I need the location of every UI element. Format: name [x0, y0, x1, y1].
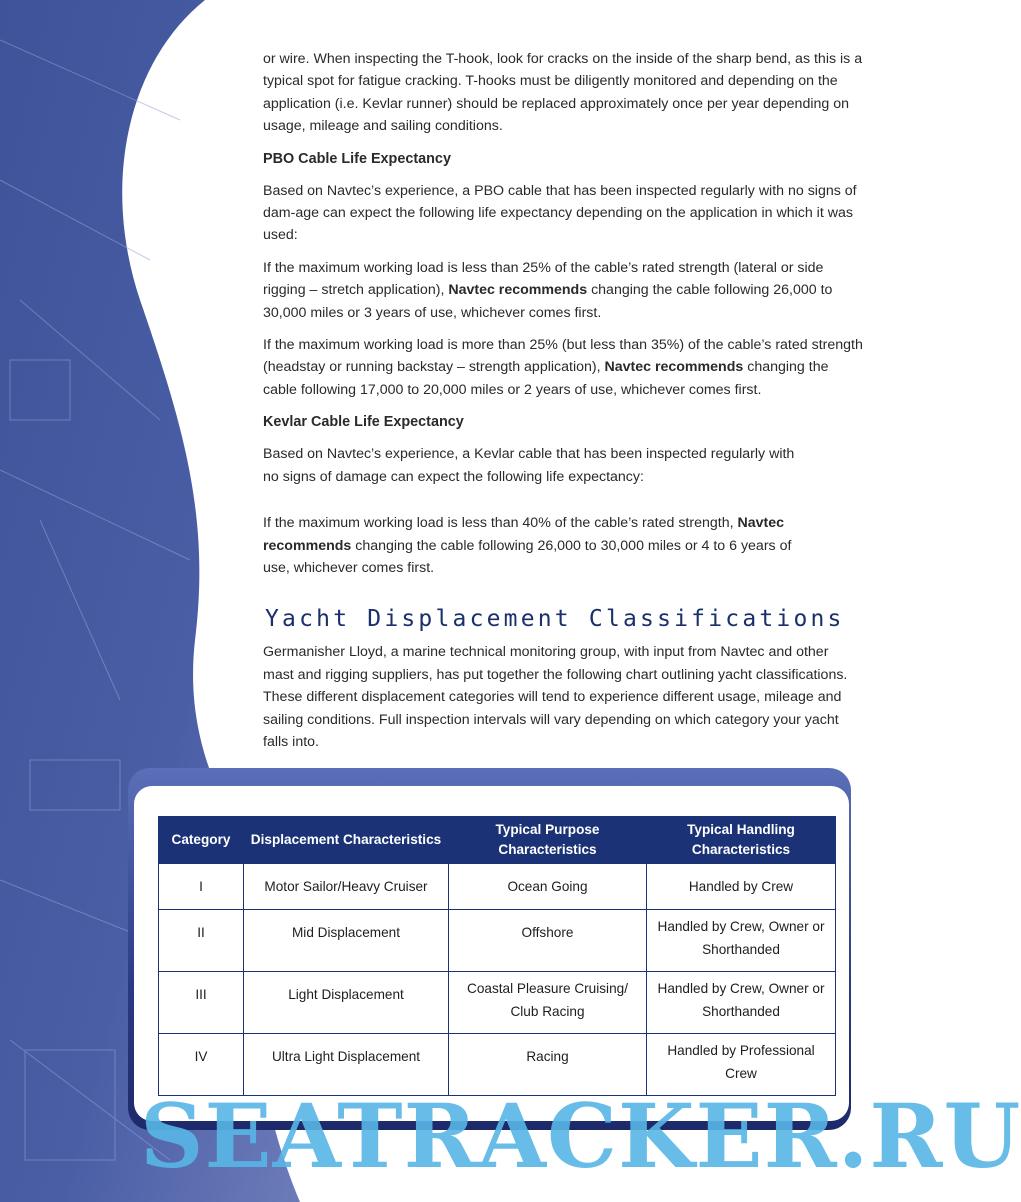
kevlar-heading: Kevlar Cable Life Expectancy: [263, 414, 464, 431]
cell-category: II: [159, 910, 244, 972]
cell-handling: Handled by Crew, Owner or Shorthanded: [647, 972, 836, 1034]
cell-handling: Handled by Crew, Owner or Shorthanded: [647, 910, 836, 972]
pbo-paragraph-1: Based on Navtec’s experience, a PBO cable that has been inspected regularly with no signs of dam-age can expect the following life expectancy depending on the application in which it was used:: [263, 182, 857, 244]
classification-panel-inner: [134, 786, 849, 1121]
table-row: [159, 910, 836, 972]
table-row: [159, 972, 836, 1034]
article-body: [263, 48, 863, 763]
classification-panel: [128, 768, 851, 1130]
header-displacement: Displacement Characteristics: [244, 817, 449, 864]
cell-category: I: [159, 864, 244, 910]
header-handling: Typical Handling Characteristics: [647, 817, 836, 864]
table-row: [159, 864, 836, 910]
pbo-paragraph-2: If the maximum working load is less than 25% of the cable’s rated strength (lateral or side rigging – stretch application), Navtec recommends changing the cable following 26,000 to 30,000 miles or 3 years of use, whichever comes first.: [263, 259, 833, 321]
cell-displacement: Ultra Light Displacement: [244, 1034, 449, 1096]
header-purpose: Typical Purpose Characteristics: [449, 817, 647, 864]
cell-purpose: Offshore: [449, 910, 647, 972]
cell-purpose: Racing: [449, 1034, 647, 1096]
table-header-row: [159, 817, 836, 864]
cell-handling: Handled by Crew: [647, 864, 836, 910]
section-title: Yacht Displacement Classifications: [265, 606, 845, 633]
pbo-heading: PBO Cable Life Expectancy: [263, 150, 451, 167]
cell-purpose: Ocean Going: [449, 864, 647, 910]
pbo-paragraph-3: If the maximum working load is more than 25% (but less than 35%) of the cable’s rated strength (headstay or running backstay – strength application), Navtec recommends changing the cable following 17,000 to 20,000 miles or 2 years of use, whichever comes first.: [263, 337, 863, 398]
classification-table: [158, 816, 836, 1096]
cell-displacement: Motor Sailor/Heavy Cruiser: [244, 864, 449, 910]
yacht-paragraph: Germanisher Lloyd, a marine technical monitoring group, with input from Navtec and other mast and rigging suppliers, has put together the following chart outlining yacht classifications. These different displacement categories will tend to experience different usage, mileage and sailing conditions. Full inspection intervals will vary depending on which category your yacht falls into.: [263, 644, 848, 750]
cell-displacement: Light Displacement: [244, 972, 449, 1034]
intro-paragraph: or wire. When inspecting the T-hook, look for cracks on the inside of the sharp bend, as this is a typical spot for fatigue cracking. T-hooks must be diligently monitored and depending on the application (i.e. Kevlar runner) should be replaced approximately once per year depending on usage, mileage and sailing conditions.: [263, 51, 863, 135]
cell-category: III: [159, 972, 244, 1034]
kevlar-paragraph-2: If the maximum working load is less than 40% of the cable’s rated strength, Navtec recommends changing the cable following 26,000 to 30,000 miles or 4 to 6 years of use, whichever comes first.: [263, 515, 792, 576]
cell-displacement: Mid Displacement: [244, 910, 449, 972]
watermark: SEATRACKER.RU: [140, 1084, 1021, 1188]
cell-purpose: Coastal Pleasure Cruising/ Club Racing: [449, 972, 647, 1034]
cell-category: IV: [159, 1034, 244, 1096]
header-category: Category: [159, 817, 244, 864]
kevlar-paragraph-1: Based on Navtec’s experience, a Kevlar cable that has been inspected regularly with no signs of damage can expect the following life expectancy:: [263, 446, 795, 485]
cell-handling: Handled by Professional Crew: [647, 1034, 836, 1096]
